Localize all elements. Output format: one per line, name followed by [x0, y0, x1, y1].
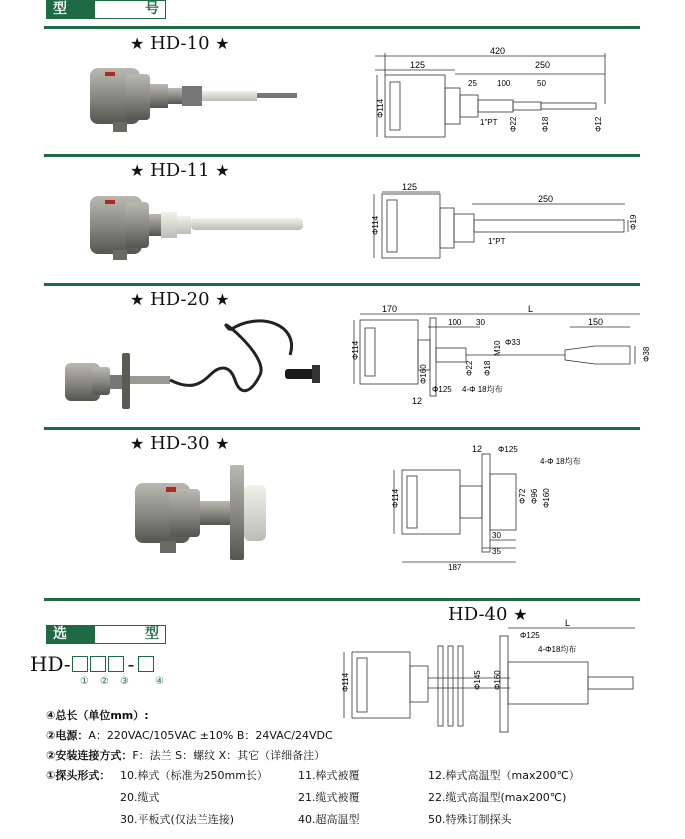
svg-text:12: 12 [412, 396, 423, 406]
hd11-photo [85, 188, 310, 268]
svg-text:M10: M10 [493, 340, 502, 356]
code-box [90, 656, 106, 672]
svg-text:30: 30 [492, 531, 501, 540]
probe-option: 50.特殊订制探头 [428, 813, 512, 826]
model-title-hd20: ★ HD-20 ★ [130, 289, 230, 310]
svg-text:30: 30 [476, 318, 485, 327]
svg-text:Φ125: Φ125 [432, 385, 452, 394]
hd10-photo [85, 60, 305, 140]
svg-text:170: 170 [382, 304, 398, 314]
model-title-hd30: ★ HD-30 ★ [130, 433, 230, 454]
probe-option: 21.缆式被覆 [298, 791, 360, 804]
hd10-drawing [365, 40, 655, 150]
separator [44, 26, 640, 29]
svg-text:12: 12 [472, 444, 483, 454]
svg-text:Φ114: Φ114 [376, 98, 385, 118]
svg-text:Φ33: Φ33 [505, 338, 521, 347]
svg-text:Φ125: Φ125 [520, 631, 540, 640]
svg-text:Φ72: Φ72 [518, 488, 527, 504]
svg-text:4-Φ 18均布: 4-Φ 18均布 [540, 457, 581, 466]
svg-text:Φ18: Φ18 [483, 360, 492, 376]
svg-text:Φ114: Φ114 [371, 215, 380, 235]
spec-connection: ②安装连接方式：F：法兰 S：螺纹 X：其它（详细备注） [46, 749, 326, 762]
spec-length: ④总长（单位mm）: [46, 709, 149, 722]
code-box [72, 656, 88, 672]
hd20-photo [60, 315, 340, 420]
svg-text:150: 150 [588, 317, 604, 327]
selection-code: HD- - [30, 652, 155, 676]
svg-text:4-Φ 18均布: 4-Φ 18均布 [462, 385, 503, 394]
svg-text:Φ96: Φ96 [530, 488, 539, 504]
model-title-hd10: ★ HD-10 ★ [130, 33, 230, 54]
circle-label: ④ [155, 676, 164, 687]
svg-text:125: 125 [402, 182, 418, 192]
hd30-photo [130, 455, 280, 560]
svg-text:Φ145: Φ145 [473, 670, 482, 690]
svg-text:1"PT: 1"PT [480, 118, 498, 127]
svg-text:Φ160: Φ160 [542, 488, 551, 508]
svg-text:Φ114: Φ114 [351, 340, 360, 360]
probe-option: 20.缆式 [120, 791, 160, 804]
svg-text:Φ160: Φ160 [493, 670, 502, 690]
model-title-hd11: ★ HD-11 ★ [130, 160, 230, 181]
spec-probe: ①探头形式： [46, 769, 111, 782]
svg-text:Φ38: Φ38 [642, 346, 651, 362]
probe-option: 12.棒式高温型（max200℃） [428, 769, 580, 782]
tag-right: 号 [95, 1, 165, 18]
svg-text:420: 420 [490, 46, 506, 56]
separator [44, 598, 640, 601]
svg-text:25: 25 [468, 79, 477, 88]
svg-text:Φ125: Φ125 [498, 445, 518, 454]
hd11-drawing [360, 182, 650, 272]
probe-option: 11.棒式被覆 [298, 769, 360, 782]
spec-power: ②电源：A：220VAC/105VAC ±10% B：24VAC/24VDC [46, 729, 333, 742]
svg-text:Φ114: Φ114 [341, 672, 350, 692]
svg-text:50: 50 [537, 79, 546, 88]
hd40-drawing [330, 618, 650, 732]
svg-text:Φ22: Φ22 [509, 116, 518, 132]
circle-label: ③ [120, 676, 129, 687]
svg-text:187: 187 [448, 563, 462, 572]
svg-text:4-Φ18均布: 4-Φ18均布 [538, 645, 577, 654]
probe-option: 10.棒式（标准为250mm长） [120, 769, 268, 782]
svg-text:1"PT: 1"PT [488, 237, 506, 246]
svg-text:100: 100 [448, 318, 462, 327]
probe-option: 30.平板式(仅法兰连接) [120, 813, 235, 826]
svg-text:L: L [565, 618, 571, 628]
svg-text:Φ114: Φ114 [391, 488, 400, 508]
svg-text:125: 125 [410, 60, 426, 70]
svg-text:100: 100 [497, 79, 511, 88]
probe-option: 40.超高温型 [298, 813, 360, 826]
svg-text:Φ18: Φ18 [541, 116, 550, 132]
code-box [108, 656, 124, 672]
svg-text:250: 250 [538, 194, 554, 204]
svg-text:Φ22: Φ22 [465, 360, 474, 376]
code-box [138, 656, 154, 672]
svg-text:250: 250 [535, 60, 551, 70]
tag-left: 型 [47, 1, 95, 18]
svg-text:Φ12: Φ12 [594, 116, 603, 132]
circle-label: ① [80, 676, 89, 687]
selection-header-tag: 选 型 [46, 625, 166, 644]
separator [44, 154, 640, 157]
separator [44, 283, 640, 286]
svg-text:Φ19: Φ19 [629, 214, 638, 230]
svg-text:L: L [528, 304, 534, 314]
model-title-hd40: HD-40 ★ [448, 604, 528, 625]
hd20-drawing [340, 300, 650, 410]
model-header-tag [46, 0, 166, 19]
hd30-drawing [380, 440, 610, 570]
svg-text:35: 35 [492, 547, 501, 556]
probe-option: 22.缆式高温型(max200℃) [428, 791, 567, 804]
svg-text:Φ160: Φ160 [419, 364, 428, 384]
circle-label: ② [100, 676, 109, 687]
separator [44, 427, 640, 430]
